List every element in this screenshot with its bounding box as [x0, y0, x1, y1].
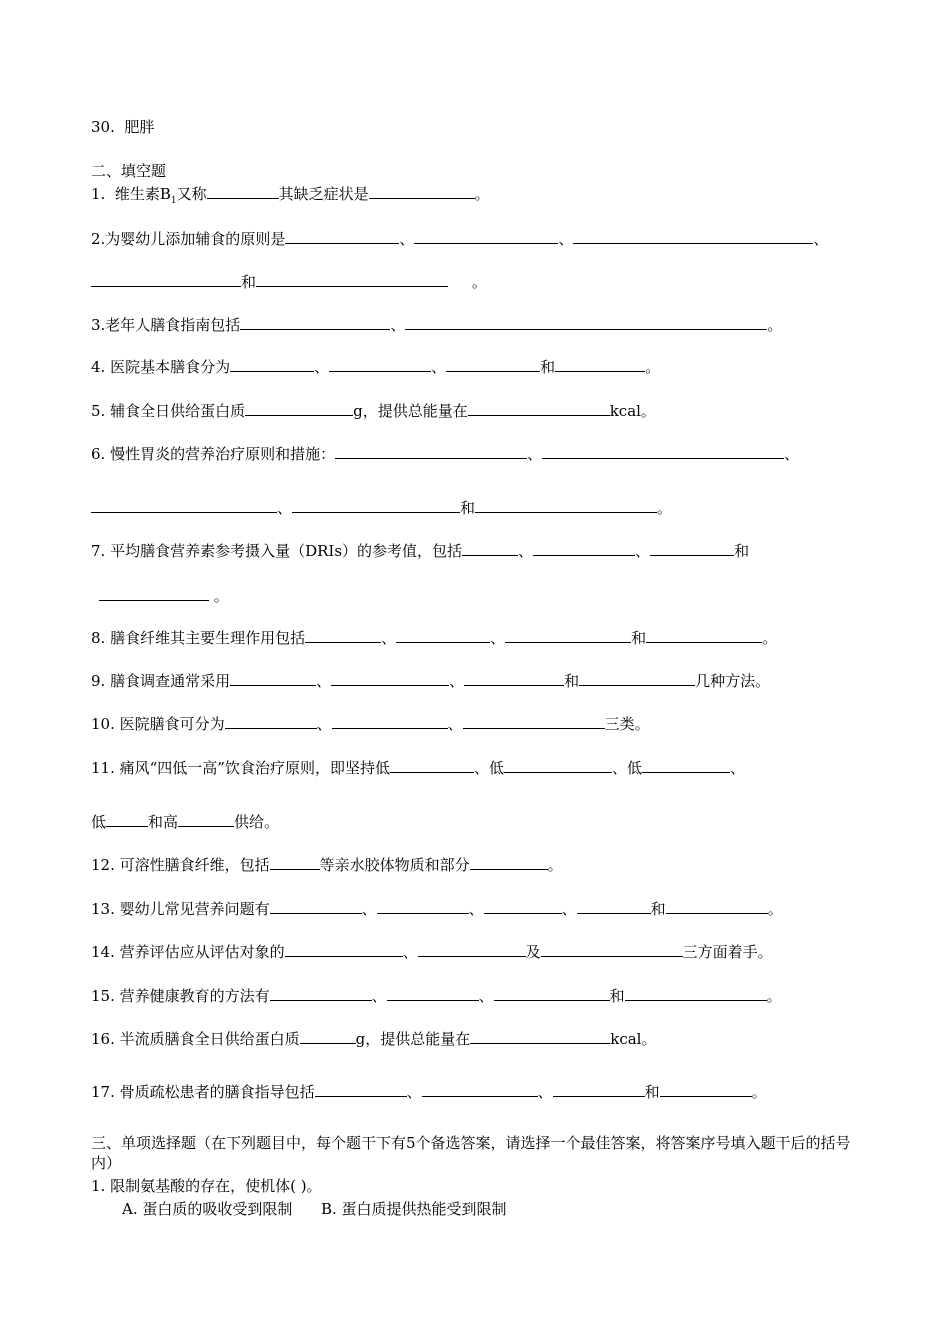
question-6 [91, 443, 799, 464]
question-17 [91, 1081, 767, 1102]
question-text: 低 [91, 813, 107, 831]
separator: 、 [399, 230, 415, 248]
question-text: 供给。 [234, 813, 280, 831]
answer-blank[interactable] [240, 314, 390, 330]
question-9 [91, 670, 770, 691]
question-3 [91, 314, 782, 335]
conjunction: 和 [609, 987, 625, 1005]
question-5 [91, 400, 656, 421]
conjunction: 和 [241, 273, 257, 291]
punctuation: 。 [751, 1083, 767, 1101]
answer-blank[interactable] [332, 713, 448, 729]
separator: 、 [431, 358, 447, 376]
separator: 、 [406, 1083, 422, 1101]
punctuation: 。 [657, 499, 673, 517]
answer-blank[interactable] [245, 400, 353, 416]
answer-blank[interactable] [666, 898, 768, 914]
option-a[interactable]: A. 蛋白质的吸收受到限制 [122, 1200, 293, 1218]
separator: 、 [490, 629, 506, 647]
question-8 [91, 627, 777, 648]
answer-blank[interactable] [178, 811, 234, 827]
conjunction: 和 [644, 1083, 660, 1101]
answer-blank[interactable] [230, 356, 314, 372]
answer-blank[interactable] [542, 443, 784, 459]
separator: 、 [561, 900, 577, 918]
item-text: 肥胖 [124, 118, 155, 136]
question-text: kcal。 [609, 402, 656, 420]
separator: 、 [449, 672, 465, 690]
question-4 [91, 356, 660, 377]
separator: 、 [402, 943, 418, 961]
question-11-cont [91, 811, 279, 832]
answer-blank[interactable] [270, 898, 362, 914]
conjunction: 和 [631, 629, 647, 647]
question-11 [91, 757, 745, 778]
separator: 、 [361, 900, 377, 918]
question-2 [91, 228, 828, 249]
separator: 、 [730, 759, 746, 777]
separator: 、 [784, 445, 800, 463]
conjunction: 及 [525, 943, 541, 961]
question-7 [91, 540, 749, 561]
conjunction: 和 [734, 542, 750, 560]
question-text: 10. 医院膳食可分为 [91, 715, 225, 733]
punctuation: 。 [762, 629, 778, 647]
answer-blank[interactable] [463, 713, 605, 729]
question-text: 13. 婴幼儿常见营养问题有 [91, 900, 270, 918]
answer-blank[interactable] [579, 670, 695, 686]
separator: 、 [813, 230, 829, 248]
question-text: 又称 [176, 185, 207, 203]
section-2-title: 二、填空题 [91, 162, 167, 180]
answer-blank[interactable] [573, 228, 813, 244]
question-text: 16. 半流质膳食全日供给蛋白质 [91, 1030, 300, 1048]
separator: 、 [390, 316, 406, 334]
answer-blank[interactable] [292, 497, 460, 513]
answer-blank[interactable] [555, 356, 645, 372]
answer-blank[interactable] [462, 540, 518, 556]
separator: 、 [558, 230, 574, 248]
separator: 、 [314, 358, 330, 376]
punctuation: 。 [474, 185, 490, 203]
answer-blank[interactable] [405, 314, 767, 330]
punctuation: 三类。 [604, 715, 650, 733]
answer-blank[interactable] [553, 1081, 645, 1097]
question-text: 三方面着手。 [682, 943, 773, 961]
question-6-cont [91, 497, 672, 518]
answer-blank[interactable] [541, 941, 683, 957]
answer-blank[interactable] [387, 985, 479, 1001]
separator: 、 [316, 715, 332, 733]
answer-blank[interactable] [468, 400, 610, 416]
question-7-cont [99, 585, 229, 606]
answer-blank[interactable] [270, 854, 320, 870]
question-text: 15. 营养健康教育的方法有 [91, 987, 270, 1005]
separator: 、 [447, 715, 463, 733]
question-text: 5. 辅食全日供给蛋白质 [91, 402, 246, 420]
question-10 [91, 713, 650, 734]
question-text: 8. 膳食纤维其主要生理作用包括 [91, 629, 306, 647]
question-text: 9. 膳食调查通常采用 [91, 672, 231, 690]
answer-blank[interactable] [285, 228, 399, 244]
answer-blank[interactable] [470, 854, 548, 870]
answer-blank[interactable] [106, 811, 148, 827]
punctuation: 。 [767, 900, 783, 918]
answer-blank[interactable] [270, 985, 372, 1001]
answer-blank[interactable] [642, 757, 730, 773]
item-number: 30. [91, 118, 115, 136]
question-1 [91, 183, 490, 211]
question-text: 7. 平均膳食营养素参考摄入量（DRIs）的参考值，包括 [91, 542, 463, 560]
answer-blank[interactable] [256, 271, 448, 287]
question-14 [91, 941, 773, 962]
subscript: 1 [170, 196, 177, 206]
answer-blank[interactable] [625, 985, 767, 1001]
conjunction: 和 [564, 672, 580, 690]
question-text: 、低 [473, 759, 504, 777]
punctuation: 。 [471, 273, 487, 291]
separator: 、 [518, 542, 534, 560]
answer-blank[interactable] [315, 1081, 407, 1097]
answer-blank[interactable] [207, 183, 279, 199]
question-15 [91, 985, 782, 1006]
answer-blank[interactable] [335, 443, 527, 459]
answer-blank[interactable] [646, 627, 762, 643]
answer-blank[interactable] [91, 271, 241, 287]
mc-options-row [122, 1199, 507, 1219]
separator: 、 [527, 445, 543, 463]
question-text: 2.为婴幼儿添加辅食的原则是 [91, 230, 286, 248]
question-text: 17. 骨质疏松患者的膳食指导包括 [91, 1083, 315, 1101]
question-text: 4. 医院基本膳食分为 [91, 358, 231, 376]
question-text: 3.老年人膳食指南包括 [91, 316, 241, 334]
option-b[interactable]: B. 蛋白质提供热能受到限制 [320, 1200, 507, 1218]
answer-blank[interactable] [230, 670, 316, 686]
question-2-cont [91, 271, 487, 292]
answer-blank[interactable] [650, 540, 734, 556]
answer-blank[interactable] [504, 757, 612, 773]
question-text: 维生素B [114, 185, 171, 203]
conjunction: 和 [460, 499, 476, 517]
answer-blank[interactable] [331, 670, 449, 686]
answer-blank[interactable] [475, 497, 657, 513]
answer-blank[interactable] [285, 941, 403, 957]
section-3-title: 三、单项选择题（在下列题目中，每个题干下有5个备选答案，请选择一个最佳答案，将答案序号填入题干后的括号内） [91, 1134, 851, 1172]
answer-blank[interactable] [91, 497, 277, 513]
answer-blank[interactable] [99, 585, 209, 601]
answer-blank[interactable] [225, 713, 317, 729]
answer-blank[interactable] [422, 1081, 538, 1097]
answer-blank[interactable] [414, 228, 558, 244]
answer-blank[interactable] [396, 627, 490, 643]
answer-blank[interactable] [464, 670, 564, 686]
separator: 、 [635, 542, 651, 560]
answer-blank[interactable] [660, 1081, 752, 1097]
item-30 [91, 117, 154, 137]
punctuation: 。 [766, 987, 782, 1005]
separator: 、 [381, 629, 397, 647]
question-text: 和高 [148, 813, 179, 831]
question-13 [91, 898, 783, 919]
answer-blank[interactable] [446, 356, 540, 372]
punctuation: 。 [767, 316, 783, 334]
separator: 、 [316, 672, 332, 690]
punctuation: 。 [547, 856, 563, 874]
answer-blank[interactable] [470, 1028, 610, 1044]
question-text: g，提供总能量在 [355, 1030, 471, 1048]
answer-blank[interactable] [484, 898, 562, 914]
question-16 [91, 1028, 656, 1049]
question-text: 11. 痛风“四低一高”饮食治疗原则，即坚持低 [91, 759, 390, 777]
question-12 [91, 854, 563, 875]
answer-blank[interactable] [577, 898, 651, 914]
separator: 、 [537, 1083, 553, 1101]
answer-blank[interactable] [533, 540, 635, 556]
answer-blank[interactable] [418, 941, 526, 957]
punctuation: 几种方法。 [695, 672, 771, 690]
question-text: 6. 慢性胃炎的营养治疗原则和措施： [91, 445, 336, 463]
answer-blank[interactable] [377, 898, 469, 914]
question-text: 14. 营养评估应从评估对象的 [91, 943, 285, 961]
answer-blank[interactable] [305, 627, 381, 643]
answer-blank[interactable] [390, 757, 474, 773]
question-text: 、低 [611, 759, 642, 777]
separator: 、 [277, 499, 293, 517]
mc-question-1: 1. 限制氨基酸的存在，使机体( )。 [91, 1177, 322, 1195]
answer-blank[interactable] [329, 356, 431, 372]
question-text: 其缺乏症状是 [278, 185, 369, 203]
answer-blank[interactable] [300, 1028, 356, 1044]
answer-blank[interactable] [494, 985, 610, 1001]
answer-blank[interactable] [369, 183, 475, 199]
question-text: 12. 可溶性膳食纤维，包括 [91, 856, 270, 874]
separator: 、 [468, 900, 484, 918]
question-text: 等亲水胶体物质和部分 [319, 856, 470, 874]
question-text: g，提供总能量在 [353, 402, 468, 420]
separator: 、 [371, 987, 387, 1005]
answer-blank[interactable] [505, 627, 631, 643]
conjunction: 和 [540, 358, 556, 376]
separator: 、 [478, 987, 494, 1005]
question-number: 1. [91, 185, 106, 203]
punctuation: 。 [645, 358, 661, 376]
punctuation: 。 [213, 587, 229, 605]
question-text: kcal。 [610, 1030, 657, 1048]
conjunction: 和 [650, 900, 666, 918]
